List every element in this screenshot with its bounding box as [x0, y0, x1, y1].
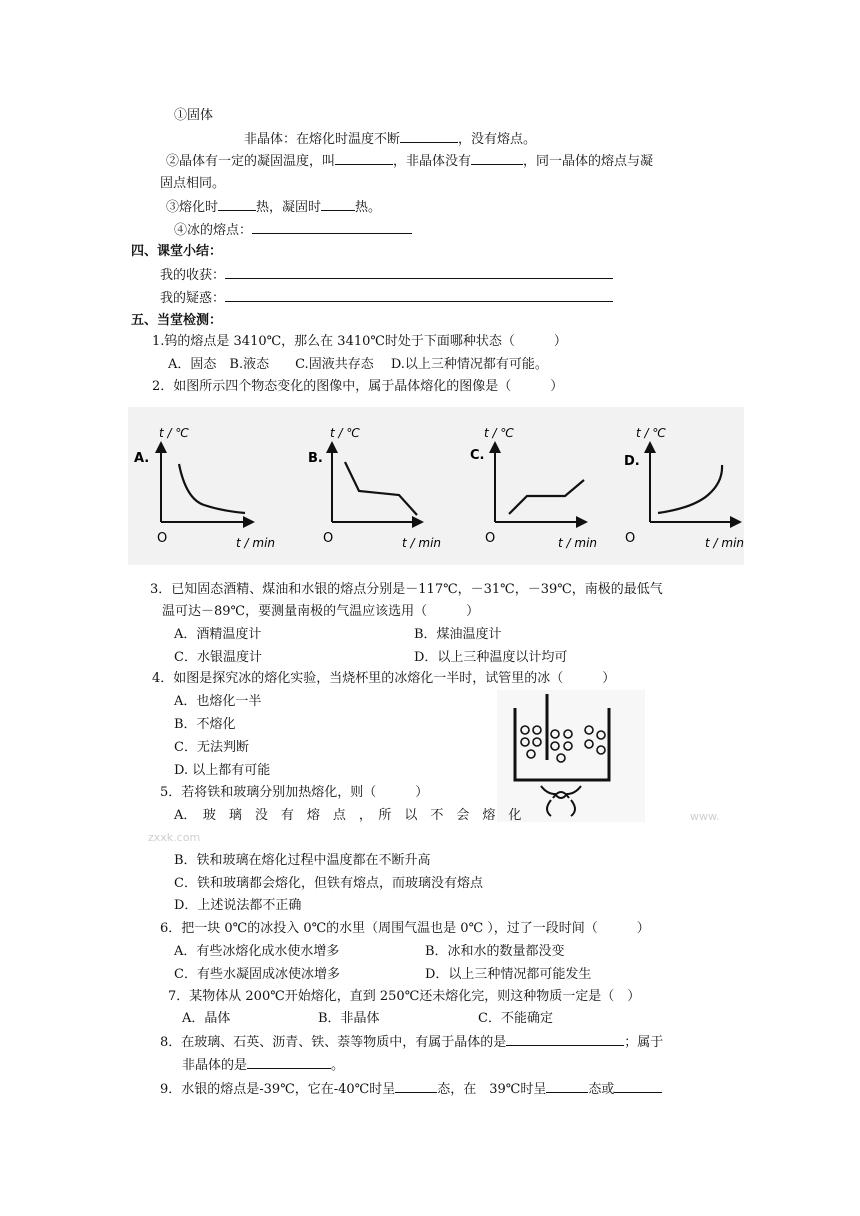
- question-4-option-c: C．无法判断: [174, 740, 249, 755]
- question-3-line2: 温可达－89℃，要测量南极的气温应该选用（ ）: [162, 604, 480, 619]
- text-crystal-cont: 固点相同。: [160, 176, 226, 191]
- question-1: 1.钨的熔点是 3410℃，那么在 3410℃时处于下面哪种状态（ ）: [152, 334, 567, 349]
- text-crystal-line: [166, 152, 653, 171]
- question-5-option-d: D．上述说法都不正确: [174, 898, 302, 913]
- question-5-option-c: C．铁和玻璃都会熔化，但铁有熔点，而玻璃没有熔点: [174, 876, 483, 891]
- summary-gain-line: [160, 266, 613, 285]
- question-8-text-d: 。: [331, 1058, 345, 1073]
- text-crystal-c: ，同一晶体的熔点与凝: [523, 154, 654, 169]
- question-4-option-d: D. 以上都有可能: [174, 763, 271, 778]
- ice-cubes-tube: [551, 730, 572, 762]
- text-heat-b: 热，凝固时: [256, 200, 322, 215]
- question-6-option-a: A．有些冰熔化成水使水增多: [174, 944, 340, 959]
- graph-b: [308, 426, 441, 550]
- origin-b: O: [323, 531, 334, 546]
- question-6-option-b: B．冰和水的数量都没变: [425, 944, 565, 959]
- question-8-text-c: 非晶体的是: [182, 1058, 248, 1073]
- question-8-text-b: ；属于: [624, 1035, 664, 1050]
- label-doubt: 我的疑惑：: [160, 291, 226, 306]
- question-8-text-a: 8．在玻璃、石英、沥青、铁、萘等物质中，有属于晶体的是: [160, 1035, 507, 1050]
- heading-summary: 四、课堂小结：: [131, 244, 223, 259]
- question-2: 2．如图所示四个物态变化的图像中，属于晶体熔化的图像是（ ）: [152, 379, 564, 394]
- blank-freeze-heat[interactable]: [321, 198, 355, 211]
- question-3-option-b: B．煤油温度计: [414, 627, 502, 642]
- question-6-option-c: C．有些水凝固成冰使冰增多: [174, 967, 340, 982]
- text-amorphous-line: [244, 130, 536, 149]
- question-5-option-a: A． 玻 璃 没 有 熔 点 ， 所 以 不 会 熔 化: [174, 808, 522, 823]
- origin-c: O: [485, 531, 496, 546]
- curve-d: [658, 465, 722, 513]
- blank-crystals[interactable]: [506, 1033, 624, 1046]
- question-1-options: A．固态 B.液态 C.固液共存态 D.以上三种情况都有可能。: [168, 357, 548, 372]
- origin-a: O: [157, 531, 168, 546]
- letter-d: D.: [624, 454, 640, 469]
- question-3-option-d: D．以上三种温度以计均可: [414, 650, 568, 665]
- graph-d: [624, 426, 744, 550]
- question-4-option-b: B．不熔化: [174, 717, 236, 732]
- xlabel-a: t / min: [236, 536, 276, 550]
- text-crystal-a: ②晶体有一定的凝固温度，叫: [166, 154, 336, 169]
- text-heat-c: 热。: [355, 200, 382, 215]
- question-9-text-a: 9．水银的熔点是-39℃，它在-40℃时呈: [160, 1082, 396, 1097]
- curve-a: [179, 464, 245, 513]
- blank-state-minus40[interactable]: [395, 1080, 437, 1093]
- text-amorphous-b: ，没有熔点。: [458, 132, 537, 147]
- xlabel-c: t / min: [558, 536, 598, 550]
- text-solid: ①固体: [174, 108, 214, 123]
- question-5: 5．若将铁和玻璃分别加热熔化，则（ ）: [160, 785, 429, 800]
- curve-c: [509, 480, 584, 514]
- ice-melting-apparatus-figure: [497, 690, 645, 822]
- blank-state-39[interactable]: [546, 1080, 588, 1093]
- blank-freezing-point[interactable]: [335, 152, 393, 165]
- heading-test: 五、当堂检测：: [131, 313, 223, 328]
- question-9-text-c: 态或: [588, 1082, 615, 1097]
- blank-amorphous-none[interactable]: [471, 152, 523, 165]
- label-gain: 我的收获：: [160, 268, 226, 283]
- letter-a: A.: [134, 451, 150, 466]
- question-6: 6．把一块 0℃的冰投入 0℃的水里（周围气温也是 0℃ ），过了一段时间（ ）: [160, 921, 650, 936]
- question-8-line1: [160, 1033, 663, 1052]
- summary-doubt-line: [160, 289, 613, 308]
- curve-b: [345, 462, 417, 515]
- question-8-line2: [182, 1056, 344, 1075]
- origin-d: O: [625, 531, 636, 546]
- graph-c: [470, 426, 597, 550]
- graph-a: [134, 426, 275, 550]
- blank-state-or[interactable]: [614, 1080, 662, 1093]
- watermark-zxxk: zxxk.com: [148, 831, 201, 844]
- question-6-option-d: D．以上三种情况都可能发生: [425, 967, 592, 982]
- xlabel-d: t / min: [705, 536, 744, 550]
- blank-melt-heat[interactable]: [218, 198, 256, 211]
- question-5-option-b: B．铁和玻璃在熔化过程中温度都在不断升高: [174, 853, 431, 868]
- letter-b: B.: [308, 451, 323, 466]
- xlabel-b: t / min: [402, 536, 442, 550]
- letter-c: C.: [470, 448, 485, 463]
- question-7: 7．某物体从 200℃开始熔化，直到 250℃还未熔化完，则这种物质一定是（ ）: [168, 989, 641, 1004]
- blank-amorphous[interactable]: [247, 1056, 331, 1069]
- question-4-option-a: A．也熔化一半: [174, 694, 262, 709]
- graphs-figure: [128, 407, 744, 565]
- blank-doubt[interactable]: [225, 289, 613, 302]
- text-crystal-b: ，非晶体没有: [393, 154, 472, 169]
- burner-base: [547, 800, 575, 816]
- question-3-option-c: C．水银温度计: [174, 650, 262, 665]
- ylabel-b: t / ℃: [330, 426, 360, 440]
- blank-amorphous-temp[interactable]: [400, 130, 458, 143]
- text-amorphous-a: 非晶体：在熔化时温度不断: [244, 132, 401, 147]
- watermark-www: www.: [690, 810, 720, 823]
- text-ice-melting: ④冰的熔点：: [174, 223, 253, 238]
- question-3-option-a: A．酒精温度计: [174, 627, 262, 642]
- question-4: 4．如图是探究冰的熔化实验，当烧杯里的冰熔化一半时，试管里的冰（ ）: [152, 671, 616, 686]
- graphs-svg: [128, 407, 744, 565]
- question-9: [160, 1080, 662, 1099]
- ylabel-d: t / ℃: [636, 426, 666, 440]
- question-7-option-b: B．非晶体: [318, 1011, 380, 1026]
- blank-ice-melting-point[interactable]: [252, 221, 412, 234]
- text-ice-line: [174, 221, 412, 240]
- ylabel-a: t / ℃: [159, 426, 189, 440]
- text-heat-line: [166, 198, 381, 217]
- ice-cubes-beaker: [521, 726, 605, 758]
- ylabel-c: t / ℃: [484, 426, 514, 440]
- question-7-option-c: C．不能确定: [478, 1011, 553, 1026]
- question-9-text-b: 态，在 39℃时呈: [437, 1082, 547, 1097]
- question-3-line1: 3．已知固态酒精、煤油和水银的熔点分别是－117℃，－31℃，－39℃，南极的最低气: [150, 582, 663, 597]
- apparatus-svg: [497, 690, 645, 822]
- question-7-option-a: A．晶体: [182, 1011, 231, 1026]
- text-heat-a: ③熔化时: [166, 200, 219, 215]
- blank-gain[interactable]: [225, 266, 613, 279]
